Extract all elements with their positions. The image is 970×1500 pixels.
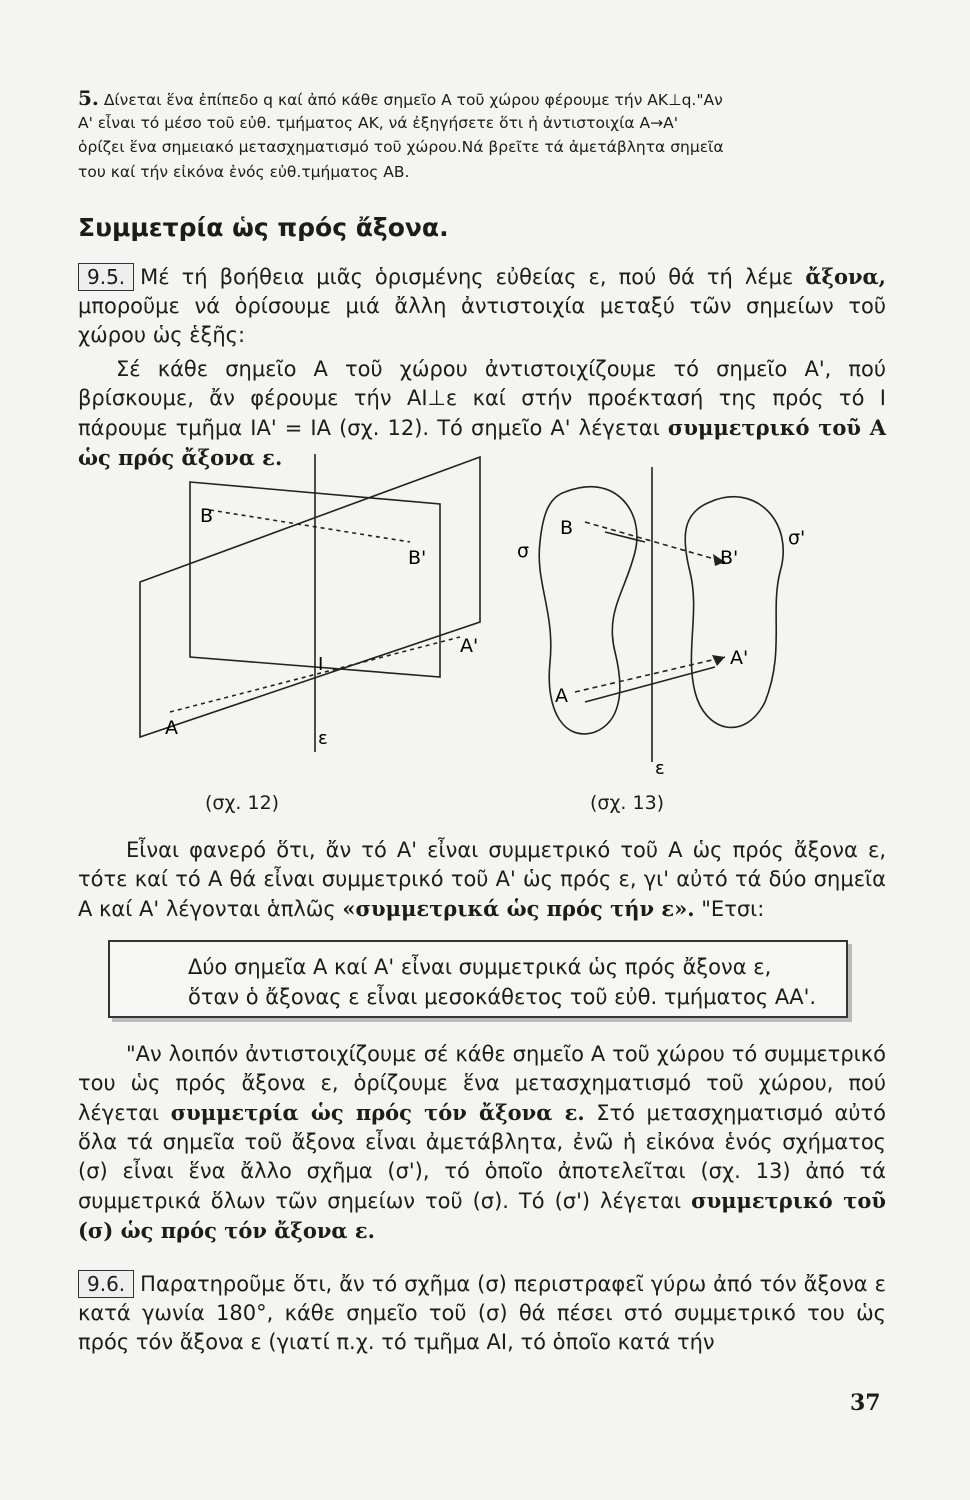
label-sigma: σ <box>517 540 530 562</box>
section-9-6-paragraph <box>78 1270 886 1357</box>
definition-line-1: Δύο σημεῖα Α καί Α' εἶναι συμμετρικά ὡς πρός ἄξονα ε, <box>188 955 772 979</box>
figure-12 <box>130 452 510 752</box>
paragraph-symmetric-points <box>78 836 886 924</box>
arrow-b-to-b-prime <box>585 522 725 562</box>
term-symmetry-wrt-axis: συμμετρία ὡς πρός τόν ἄξονα ε. <box>170 1100 585 1125</box>
p4-text-1: "Αν λοιπόν ἀντιστοιχίζουμε σέ κάθε σημεῖο Α τοῦ χώρου τό συμμετρικό του ὡς πρός ἄξονα ε, ὁρίζουμε ἕνα μετασχηματισμό τοῦ χώρου, πού λέγεται <box>78 1042 886 1125</box>
figure-12-caption: (σχ. 12) <box>205 792 280 814</box>
definition-line-2: ὅταν ὁ ἄξονας ε εἶναι μεσοκάθετος τοῦ εὐθ. τμήματος ΑΑ'. <box>188 985 817 1009</box>
section-9-5-p2-text: Σέ κάθε σημεῖο Α τοῦ χώρου ἀντιστοιχίζουμε τό σημεῖο Α', πού βρίσκουμε, ἄν φέρουμε τήν ΑΙ⊥ε καί στήν προέκτασή της πρός τό Ι πάρουμε τμῆμα ΙΑ' = ΙΑ (σχ. 12). Τό σημεῖο Α' λέγεται <box>78 357 886 440</box>
label-i: I <box>318 654 324 675</box>
arrowhead-a <box>712 655 725 666</box>
exercise-5-text-1: Δίνεται ἕνα ἐπίπεδο q καί ἀπό κάθε σημεῖο Α τοῦ χώρου φέρουμε τήν ΑΚ⊥q."Αν <box>103 91 723 109</box>
section-9-6-text: Παρατηροῦμε ὅτι, ἄν τό σχῆμα (σ) περιστραφεῖ γύρω ἀπό τόν ἄξονα ε κατά γωνία 180°, κάθε σημεῖο τοῦ (σ) θά πέσει στό συμμετρικό του ὡς πρός τόν ἄξονα ε (γιατί π.χ. τό τμῆμα ΑΙ, τό ὁποῖο κατά τήν <box>78 1272 886 1354</box>
segment-bb-prime <box>210 510 410 542</box>
exercise-5-line-2: Α' εἶναι τό μέσο τοῦ εὐθ. τμήματος ΑΚ, νά ἐξηγήσετε ὅτι ἡ ἀντιστοιχία Α→Α' <box>78 114 678 132</box>
paragraph-axial-symmetry <box>78 1040 886 1246</box>
term-symmetric-wrt-e: «συμμετρικά ὡς πρός τήν ε». <box>342 896 695 921</box>
exercise-5-number: 5. <box>78 86 99 110</box>
definition-box <box>108 940 848 1018</box>
label-axis-13: ε <box>655 758 665 779</box>
page-number: 37 <box>850 1390 881 1416</box>
label-b-13: B <box>560 517 574 539</box>
exercise-5-line-3: ὁρίζει ἕνα σημειακό μετασχηματισμό τοῦ χώρου.Νά βρεῖτε τά ἀμετάβλητα σημεῖα <box>78 138 724 156</box>
label-b: B <box>200 505 214 527</box>
section-9-5-text-rest: μποροῦμε νά ὁρίσουμε μιά ἄλλη ἀντιστοιχία μεταξύ τῶν σημείων τοῦ χώρου ὡς ἑξῆς: <box>78 294 886 347</box>
section-9-6-number: 9.6. <box>78 1270 134 1298</box>
label-a-13: A <box>555 685 568 707</box>
label-sigma-prime: σ' <box>788 527 806 549</box>
exercise-5-line-1 <box>78 86 886 112</box>
exercise-5-line-4: του καί τήν εἰκόνα ἑνός εὐθ.τμήματος ΑΒ. <box>78 163 410 181</box>
shape-sigma-prime <box>685 497 783 728</box>
p4-text-2: Στό μετασχηματισμό αὐτό ὅλα τά σημεῖα τοῦ ἄξονα εἶναι ἀμετάβλητα, ἐνῶ ἡ εἰκόνα ἑνός σχήματος (σ) εἶναι ἕνα ἄλλο σχῆμα (σ'), τό ὁποῖο ἀποτελεῖται (σχ. 13) ἀπό τά συμμετρικά ὅλων τῶν σημείων τοῦ (σ). Τό (σ') λέγεται <box>78 1101 886 1213</box>
p3-text: Εἶναι φανερό ὅτι, ἄν τό Α' εἶναι συμμετρικό τοῦ Α ὡς πρός ἄξονα ε, τότε καί τό Α θά εἶναι συμμετρικό τοῦ Α' ὡς πρός ε, γι' αὐτό τά δύο σημεῖα Α καί Α' λέγονται ἁπλῶς <box>78 838 886 921</box>
section-9-5-number: 9.5. <box>78 263 134 291</box>
p3-tail: "Ετσι: <box>694 897 765 921</box>
term-symmetric-figure: συμμετρικό τοῦ (σ) ὡς πρός τόν ἄξονα ε. <box>78 1188 886 1243</box>
section-9-5-paragraph-1 <box>78 262 886 346</box>
arrow-a-to-a-prime <box>575 657 725 692</box>
figure-13 <box>517 462 825 782</box>
shape-sigma <box>539 487 637 734</box>
figure-13-caption: (σχ. 13) <box>590 792 665 814</box>
label-b-prime-13: B' <box>720 547 739 569</box>
label-a-prime-13: A' <box>730 647 749 669</box>
section-9-5-text: Μέ τή βοήθεια μιᾶς ὁρισμένης εὐθείας ε, πού θά τή λέμε <box>140 265 806 289</box>
plane-front <box>140 457 480 737</box>
label-a-prime: A' <box>460 635 479 657</box>
term-axis: ἄξονα, <box>805 264 886 289</box>
label-a: A <box>165 717 178 739</box>
label-axis-12: ε <box>318 728 328 749</box>
term-symmetric-point: συμμετρικό τοῦ Α ὡς πρός ἄξονα ε. <box>78 415 886 470</box>
label-b-prime: B' <box>408 547 427 569</box>
section-title: Συμμετρία ὡς πρός ἄξονα. <box>78 213 449 242</box>
